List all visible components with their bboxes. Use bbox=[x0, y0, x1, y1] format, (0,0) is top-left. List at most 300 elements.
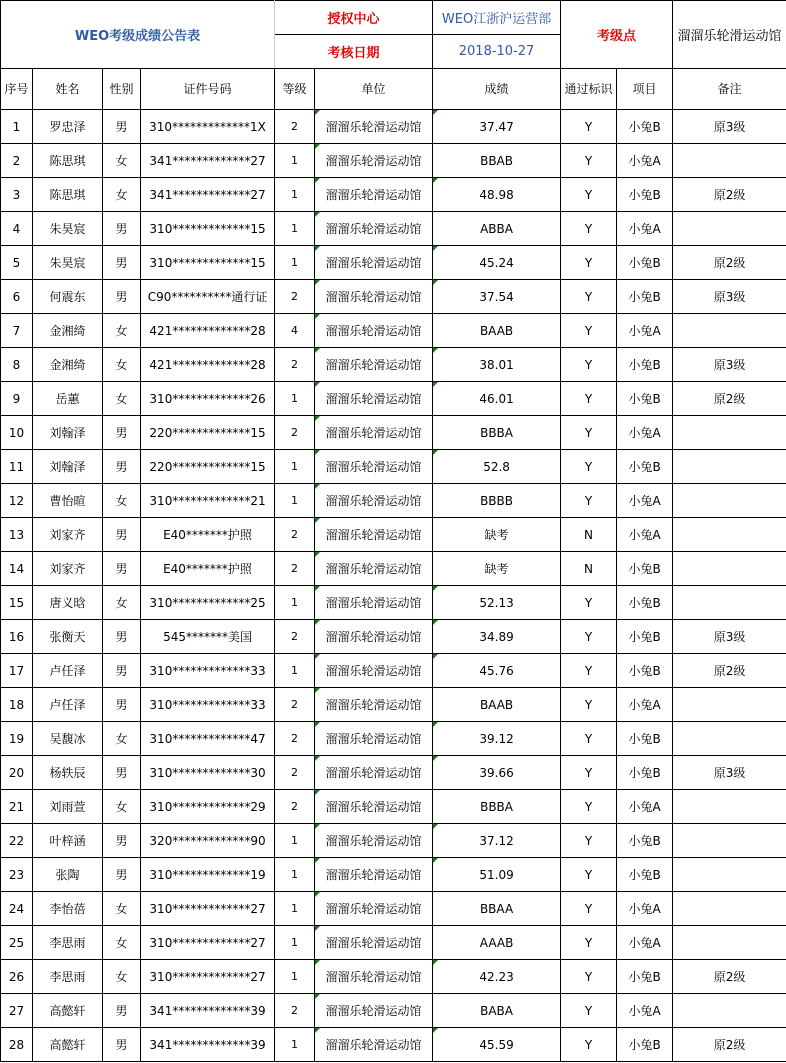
cell-name: 叶梓涵 bbox=[33, 824, 103, 858]
cell-unit: 溜溜乐轮滑运动馆 bbox=[315, 144, 433, 178]
cell-note: 原3级 bbox=[673, 620, 786, 654]
cell-level: 2 bbox=[275, 756, 315, 790]
cell-name: 卢任泽 bbox=[33, 654, 103, 688]
cell-id: 310*************33 bbox=[141, 654, 275, 688]
cell-id: 341*************27 bbox=[141, 144, 275, 178]
table-row bbox=[1, 756, 786, 790]
cell-score: AAAB bbox=[433, 926, 561, 960]
cell-id: 341*************27 bbox=[141, 178, 275, 212]
cell-score: BBAB bbox=[433, 144, 561, 178]
cell-pass: Y bbox=[561, 416, 617, 450]
cell-sex: 男 bbox=[103, 620, 141, 654]
cell-id: 310*************27 bbox=[141, 892, 275, 926]
cell-level: 1 bbox=[275, 212, 315, 246]
cell-level: 1 bbox=[275, 926, 315, 960]
cell-item: 小兔B bbox=[617, 858, 673, 892]
cell-name: 罗忠泽 bbox=[33, 110, 103, 144]
cell-unit: 溜溜乐轮滑运动馆 bbox=[315, 416, 433, 450]
cell-unit: 溜溜乐轮滑运动馆 bbox=[315, 654, 433, 688]
cell-score: BBAA bbox=[433, 892, 561, 926]
cell-name: 唐义晗 bbox=[33, 586, 103, 620]
cell-id: 310*************33 bbox=[141, 688, 275, 722]
cell-name: 陈思琪 bbox=[33, 144, 103, 178]
cell-score: 缺考 bbox=[433, 518, 561, 552]
cell-score: BABA bbox=[433, 994, 561, 1028]
cell-name: 刘家齐 bbox=[33, 552, 103, 586]
cell-unit: 溜溜乐轮滑运动馆 bbox=[315, 688, 433, 722]
cell-unit: 溜溜乐轮滑运动馆 bbox=[315, 552, 433, 586]
cell-pass: Y bbox=[561, 654, 617, 688]
table-row bbox=[1, 688, 786, 722]
cell-note bbox=[673, 552, 786, 586]
table-row bbox=[1, 960, 786, 994]
cell-pass: Y bbox=[561, 790, 617, 824]
cell-unit: 溜溜乐轮滑运动馆 bbox=[315, 518, 433, 552]
cell-pass: Y bbox=[561, 586, 617, 620]
cell-unit: 溜溜乐轮滑运动馆 bbox=[315, 858, 433, 892]
cell-no: 6 bbox=[1, 280, 33, 314]
cell-level: 4 bbox=[275, 314, 315, 348]
cell-note bbox=[673, 926, 786, 960]
cell-pass: Y bbox=[561, 212, 617, 246]
cell-sex: 女 bbox=[103, 348, 141, 382]
cell-pass: Y bbox=[561, 144, 617, 178]
cell-pass: Y bbox=[561, 178, 617, 212]
col-header-name: 姓名 bbox=[33, 69, 103, 110]
cell-sex: 男 bbox=[103, 1028, 141, 1062]
cell-score: BAAB bbox=[433, 688, 561, 722]
cell-note: 原3级 bbox=[673, 280, 786, 314]
cell-no: 20 bbox=[1, 756, 33, 790]
cell-sex: 男 bbox=[103, 280, 141, 314]
cell-note: 原2级 bbox=[673, 960, 786, 994]
cell-unit: 溜溜乐轮滑运动馆 bbox=[315, 994, 433, 1028]
table-row bbox=[1, 586, 786, 620]
cell-no: 7 bbox=[1, 314, 33, 348]
cell-level: 2 bbox=[275, 348, 315, 382]
cell-item: 小兔B bbox=[617, 110, 673, 144]
cell-level: 1 bbox=[275, 178, 315, 212]
cell-id: 341*************39 bbox=[141, 994, 275, 1028]
col-header-level: 等级 bbox=[275, 69, 315, 110]
cell-note: 原2级 bbox=[673, 654, 786, 688]
cell-note bbox=[673, 484, 786, 518]
cell-note bbox=[673, 586, 786, 620]
cell-name: 朱昊宸 bbox=[33, 246, 103, 280]
cell-sex: 女 bbox=[103, 960, 141, 994]
cell-no: 26 bbox=[1, 960, 33, 994]
cell-level: 1 bbox=[275, 824, 315, 858]
cell-unit: 溜溜乐轮滑运动馆 bbox=[315, 382, 433, 416]
cell-score: 37.12 bbox=[433, 824, 561, 858]
cell-id: 545*******美国 bbox=[141, 620, 275, 654]
cell-note bbox=[673, 450, 786, 484]
cell-score: BBBA bbox=[433, 790, 561, 824]
cell-pass: Y bbox=[561, 858, 617, 892]
table-row bbox=[1, 212, 786, 246]
cell-sex: 男 bbox=[103, 756, 141, 790]
cell-score: 37.47 bbox=[433, 110, 561, 144]
cell-score: 51.09 bbox=[433, 858, 561, 892]
cell-level: 1 bbox=[275, 382, 315, 416]
col-header-item: 项目 bbox=[617, 69, 673, 110]
cell-unit: 溜溜乐轮滑运动馆 bbox=[315, 892, 433, 926]
cell-name: 卢任泽 bbox=[33, 688, 103, 722]
col-header-note: 备注 bbox=[673, 69, 786, 110]
cell-name: 张陶 bbox=[33, 858, 103, 892]
cell-no: 23 bbox=[1, 858, 33, 892]
cell-name: 曹怡暄 bbox=[33, 484, 103, 518]
cell-sex: 男 bbox=[103, 654, 141, 688]
cell-sex: 女 bbox=[103, 790, 141, 824]
cell-item: 小兔A bbox=[617, 416, 673, 450]
table-row bbox=[1, 722, 786, 756]
cell-score: 45.59 bbox=[433, 1028, 561, 1062]
cell-sex: 女 bbox=[103, 586, 141, 620]
cell-unit: 溜溜乐轮滑运动馆 bbox=[315, 824, 433, 858]
cell-unit: 溜溜乐轮滑运动馆 bbox=[315, 280, 433, 314]
cell-id: 310*************27 bbox=[141, 926, 275, 960]
cell-unit: 溜溜乐轮滑运动馆 bbox=[315, 722, 433, 756]
cell-item: 小兔B bbox=[617, 348, 673, 382]
cell-id: E40*******护照 bbox=[141, 518, 275, 552]
cell-no: 14 bbox=[1, 552, 33, 586]
cell-level: 2 bbox=[275, 552, 315, 586]
cell-no: 17 bbox=[1, 654, 33, 688]
cell-name: 刘翰泽 bbox=[33, 416, 103, 450]
cell-no: 4 bbox=[1, 212, 33, 246]
cell-score: 45.76 bbox=[433, 654, 561, 688]
cell-pass: Y bbox=[561, 960, 617, 994]
table-row bbox=[1, 552, 786, 586]
cell-id: 310*************27 bbox=[141, 960, 275, 994]
cell-no: 1 bbox=[1, 110, 33, 144]
cell-id: C90**********通行证 bbox=[141, 280, 275, 314]
cell-score: 39.12 bbox=[433, 722, 561, 756]
table-row bbox=[1, 620, 786, 654]
cell-pass: Y bbox=[561, 926, 617, 960]
cell-unit: 溜溜乐轮滑运动馆 bbox=[315, 450, 433, 484]
cell-id: 310*************1X bbox=[141, 110, 275, 144]
table-row bbox=[1, 858, 786, 892]
cell-pass: Y bbox=[561, 314, 617, 348]
cell-id: 310*************15 bbox=[141, 212, 275, 246]
cell-sex: 男 bbox=[103, 212, 141, 246]
cell-unit: 溜溜乐轮滑运动馆 bbox=[315, 620, 433, 654]
cell-level: 2 bbox=[275, 280, 315, 314]
cell-pass: Y bbox=[561, 280, 617, 314]
cell-note bbox=[673, 858, 786, 892]
cell-name: 张衡天 bbox=[33, 620, 103, 654]
cell-no: 24 bbox=[1, 892, 33, 926]
cell-unit: 溜溜乐轮滑运动馆 bbox=[315, 314, 433, 348]
cell-score: BBBA bbox=[433, 416, 561, 450]
cell-name: 李怡蓓 bbox=[33, 892, 103, 926]
cell-pass: Y bbox=[561, 1028, 617, 1062]
cell-note: 原3级 bbox=[673, 756, 786, 790]
cell-unit: 溜溜乐轮滑运动馆 bbox=[315, 110, 433, 144]
page-title: WEO考级成绩公告表 bbox=[1, 1, 275, 69]
cell-name: 高懿轩 bbox=[33, 1028, 103, 1062]
cell-id: 320*************90 bbox=[141, 824, 275, 858]
cell-no: 22 bbox=[1, 824, 33, 858]
cell-score: 45.24 bbox=[433, 246, 561, 280]
cell-note: 原3级 bbox=[673, 110, 786, 144]
cell-name: 李思雨 bbox=[33, 926, 103, 960]
cell-level: 1 bbox=[275, 960, 315, 994]
cell-note: 原2级 bbox=[673, 246, 786, 280]
table-row bbox=[1, 926, 786, 960]
table-row bbox=[1, 144, 786, 178]
cell-name: 陈思琪 bbox=[33, 178, 103, 212]
cell-id: 310*************19 bbox=[141, 858, 275, 892]
cell-name: 金湘绮 bbox=[33, 348, 103, 382]
col-header-sex: 性别 bbox=[103, 69, 141, 110]
table-row bbox=[1, 348, 786, 382]
cell-level: 1 bbox=[275, 858, 315, 892]
cell-item: 小兔B bbox=[617, 280, 673, 314]
cell-no: 5 bbox=[1, 246, 33, 280]
table-row bbox=[1, 824, 786, 858]
cell-item: 小兔B bbox=[617, 382, 673, 416]
cell-note bbox=[673, 722, 786, 756]
cell-item: 小兔B bbox=[617, 1028, 673, 1062]
cell-id: 421*************28 bbox=[141, 348, 275, 382]
cell-level: 2 bbox=[275, 416, 315, 450]
cell-id: 310*************47 bbox=[141, 722, 275, 756]
cell-score: BAAB bbox=[433, 314, 561, 348]
cell-id: 220*************15 bbox=[141, 450, 275, 484]
cell-note bbox=[673, 416, 786, 450]
cell-sex: 男 bbox=[103, 858, 141, 892]
cell-no: 19 bbox=[1, 722, 33, 756]
cell-item: 小兔B bbox=[617, 450, 673, 484]
cell-id: 310*************15 bbox=[141, 246, 275, 280]
cell-item: 小兔B bbox=[617, 960, 673, 994]
cell-name: 岳蕙 bbox=[33, 382, 103, 416]
cell-score: ABBA bbox=[433, 212, 561, 246]
cell-note: 原2级 bbox=[673, 178, 786, 212]
cell-item: 小兔B bbox=[617, 620, 673, 654]
col-header-unit: 单位 bbox=[315, 69, 433, 110]
cell-no: 15 bbox=[1, 586, 33, 620]
cell-no: 11 bbox=[1, 450, 33, 484]
cell-item: 小兔A bbox=[617, 688, 673, 722]
cell-pass: Y bbox=[561, 756, 617, 790]
table-row bbox=[1, 790, 786, 824]
cell-sex: 男 bbox=[103, 824, 141, 858]
cell-unit: 溜溜乐轮滑运动馆 bbox=[315, 1028, 433, 1062]
table-row bbox=[1, 246, 786, 280]
cell-pass: Y bbox=[561, 620, 617, 654]
cell-item: 小兔A bbox=[617, 790, 673, 824]
cell-score: 34.89 bbox=[433, 620, 561, 654]
cell-no: 18 bbox=[1, 688, 33, 722]
cell-pass: Y bbox=[561, 382, 617, 416]
cell-item: 小兔A bbox=[617, 144, 673, 178]
cell-no: 3 bbox=[1, 178, 33, 212]
cell-name: 刘家齐 bbox=[33, 518, 103, 552]
cell-level: 2 bbox=[275, 790, 315, 824]
cell-item: 小兔A bbox=[617, 994, 673, 1028]
cell-no: 10 bbox=[1, 416, 33, 450]
cell-sex: 女 bbox=[103, 144, 141, 178]
cell-level: 2 bbox=[275, 688, 315, 722]
col-header-no: 序号 bbox=[1, 69, 33, 110]
cell-note bbox=[673, 824, 786, 858]
cell-sex: 女 bbox=[103, 484, 141, 518]
cell-note: 原2级 bbox=[673, 382, 786, 416]
cell-item: 小兔B bbox=[617, 246, 673, 280]
exam-date-value: 2018-10-27 bbox=[433, 35, 561, 69]
cell-unit: 溜溜乐轮滑运动馆 bbox=[315, 756, 433, 790]
cell-no: 16 bbox=[1, 620, 33, 654]
cell-score: 37.54 bbox=[433, 280, 561, 314]
cell-pass: N bbox=[561, 552, 617, 586]
cell-note bbox=[673, 518, 786, 552]
cell-id: E40*******护照 bbox=[141, 552, 275, 586]
cell-sex: 男 bbox=[103, 450, 141, 484]
auth-center-label: 授权中心 bbox=[275, 1, 433, 35]
cell-note bbox=[673, 688, 786, 722]
cell-item: 小兔A bbox=[617, 926, 673, 960]
cell-sex: 女 bbox=[103, 382, 141, 416]
cell-sex: 女 bbox=[103, 892, 141, 926]
table-row bbox=[1, 110, 786, 144]
cell-level: 2 bbox=[275, 620, 315, 654]
cell-score: 缺考 bbox=[433, 552, 561, 586]
cell-item: 小兔A bbox=[617, 314, 673, 348]
header-row-1 bbox=[1, 1, 786, 35]
cell-pass: Y bbox=[561, 994, 617, 1028]
cell-id: 220*************15 bbox=[141, 416, 275, 450]
cell-item: 小兔B bbox=[617, 722, 673, 756]
cell-sex: 女 bbox=[103, 178, 141, 212]
cell-note bbox=[673, 314, 786, 348]
cell-name: 何震东 bbox=[33, 280, 103, 314]
cell-id: 310*************21 bbox=[141, 484, 275, 518]
cell-item: 小兔A bbox=[617, 484, 673, 518]
cell-unit: 溜溜乐轮滑运动馆 bbox=[315, 926, 433, 960]
cell-sex: 男 bbox=[103, 518, 141, 552]
cell-unit: 溜溜乐轮滑运动馆 bbox=[315, 960, 433, 994]
cell-no: 2 bbox=[1, 144, 33, 178]
cell-unit: 溜溜乐轮滑运动馆 bbox=[315, 246, 433, 280]
cell-level: 1 bbox=[275, 144, 315, 178]
table-row bbox=[1, 518, 786, 552]
cell-id: 341*************39 bbox=[141, 1028, 275, 1062]
cell-item: 小兔B bbox=[617, 552, 673, 586]
cell-unit: 溜溜乐轮滑运动馆 bbox=[315, 348, 433, 382]
exam-site-value: 溜溜乐轮滑运动馆 bbox=[673, 1, 786, 69]
table-row bbox=[1, 892, 786, 926]
cell-sex: 女 bbox=[103, 926, 141, 960]
cell-level: 1 bbox=[275, 246, 315, 280]
cell-pass: Y bbox=[561, 348, 617, 382]
cell-note bbox=[673, 790, 786, 824]
cell-level: 1 bbox=[275, 654, 315, 688]
cell-item: 小兔B bbox=[617, 756, 673, 790]
cell-pass: Y bbox=[561, 892, 617, 926]
cell-unit: 溜溜乐轮滑运动馆 bbox=[315, 484, 433, 518]
cell-score: 52.13 bbox=[433, 586, 561, 620]
cell-item: 小兔B bbox=[617, 178, 673, 212]
cell-sex: 男 bbox=[103, 246, 141, 280]
cell-name: 杨轶辰 bbox=[33, 756, 103, 790]
cell-name: 刘翰泽 bbox=[33, 450, 103, 484]
cell-item: 小兔A bbox=[617, 212, 673, 246]
cell-name: 高懿轩 bbox=[33, 994, 103, 1028]
table-row bbox=[1, 280, 786, 314]
cell-pass: Y bbox=[561, 688, 617, 722]
cell-note bbox=[673, 892, 786, 926]
cell-level: 1 bbox=[275, 892, 315, 926]
cell-name: 金湘绮 bbox=[33, 314, 103, 348]
table-row bbox=[1, 416, 786, 450]
cell-id: 310*************30 bbox=[141, 756, 275, 790]
cell-score: 52.8 bbox=[433, 450, 561, 484]
cell-name: 刘雨萱 bbox=[33, 790, 103, 824]
cell-item: 小兔B bbox=[617, 586, 673, 620]
cell-sex: 男 bbox=[103, 994, 141, 1028]
cell-pass: Y bbox=[561, 450, 617, 484]
cell-name: 朱昊宸 bbox=[33, 212, 103, 246]
cell-score: 42.23 bbox=[433, 960, 561, 994]
cell-unit: 溜溜乐轮滑运动馆 bbox=[315, 212, 433, 246]
table-row bbox=[1, 654, 786, 688]
cell-name: 吴馥冰 bbox=[33, 722, 103, 756]
table-row bbox=[1, 994, 786, 1028]
cell-no: 12 bbox=[1, 484, 33, 518]
table-row bbox=[1, 314, 786, 348]
exam-date-label: 考核日期 bbox=[275, 35, 433, 69]
cell-item: 小兔A bbox=[617, 518, 673, 552]
cell-note bbox=[673, 212, 786, 246]
cell-name: 李思雨 bbox=[33, 960, 103, 994]
table-row bbox=[1, 1028, 786, 1062]
cell-no: 13 bbox=[1, 518, 33, 552]
column-header-row bbox=[1, 69, 786, 110]
cell-note: 原3级 bbox=[673, 348, 786, 382]
cell-level: 2 bbox=[275, 110, 315, 144]
cell-no: 21 bbox=[1, 790, 33, 824]
cell-id: 310*************25 bbox=[141, 586, 275, 620]
cell-sex: 男 bbox=[103, 416, 141, 450]
col-header-id: 证件号码 bbox=[141, 69, 275, 110]
cell-no: 28 bbox=[1, 1028, 33, 1062]
cell-level: 2 bbox=[275, 518, 315, 552]
cell-sex: 女 bbox=[103, 722, 141, 756]
cell-sex: 女 bbox=[103, 314, 141, 348]
cell-level: 1 bbox=[275, 1028, 315, 1062]
cell-score: 38.01 bbox=[433, 348, 561, 382]
cell-note: 原2级 bbox=[673, 1028, 786, 1062]
cell-note bbox=[673, 144, 786, 178]
cell-score: 48.98 bbox=[433, 178, 561, 212]
exam-site-label: 考级点 bbox=[561, 1, 673, 69]
cell-pass: Y bbox=[561, 110, 617, 144]
table-row bbox=[1, 178, 786, 212]
cell-pass: Y bbox=[561, 824, 617, 858]
cell-no: 8 bbox=[1, 348, 33, 382]
cell-sex: 男 bbox=[103, 688, 141, 722]
cell-level: 1 bbox=[275, 586, 315, 620]
cell-level: 1 bbox=[275, 450, 315, 484]
table-row bbox=[1, 382, 786, 416]
cell-unit: 溜溜乐轮滑运动馆 bbox=[315, 586, 433, 620]
cell-score: 39.66 bbox=[433, 756, 561, 790]
cell-item: 小兔B bbox=[617, 824, 673, 858]
